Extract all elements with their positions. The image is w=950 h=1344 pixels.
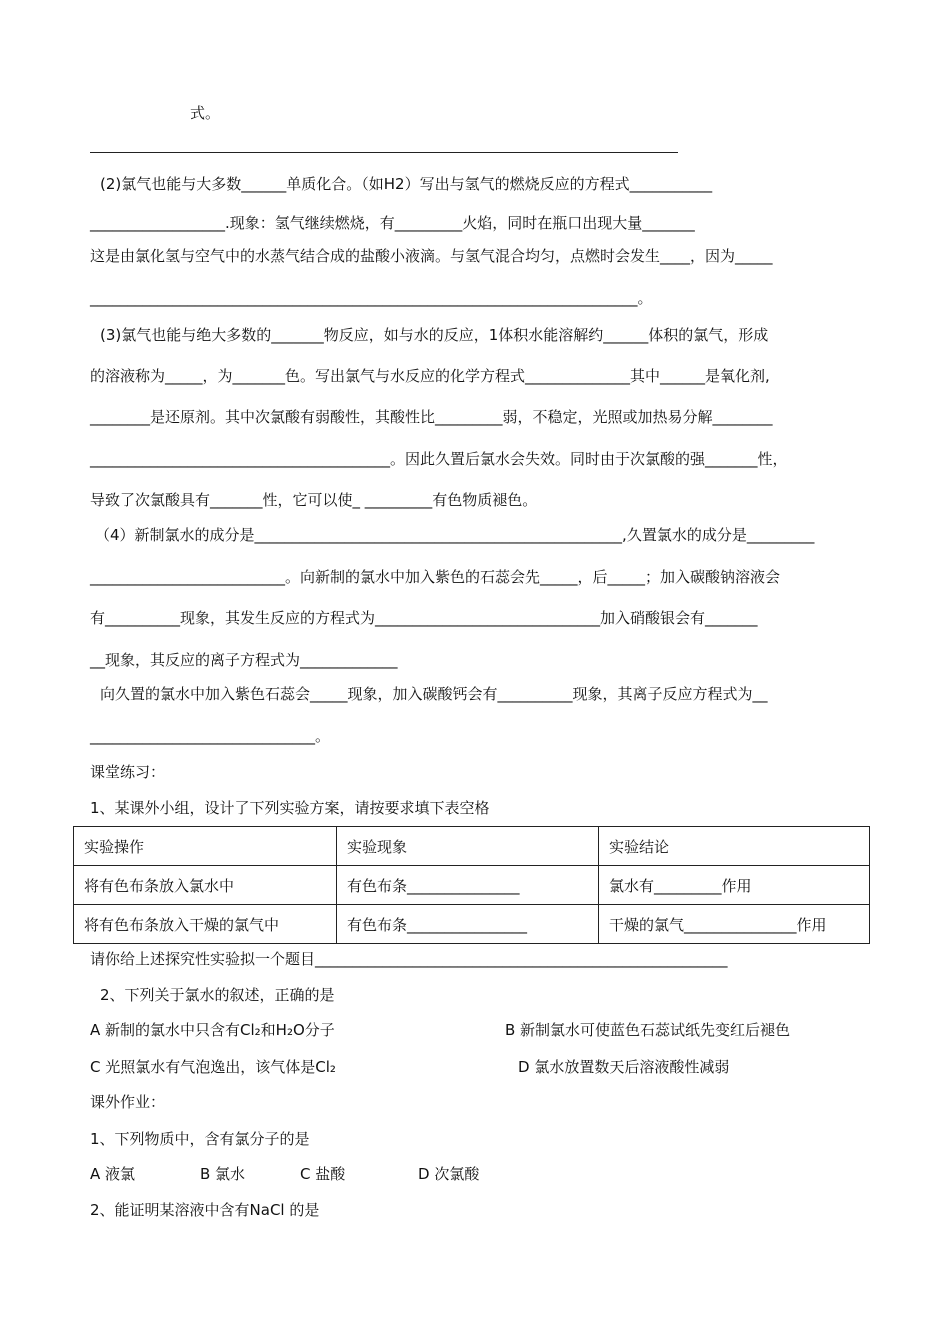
table-row <box>74 866 870 905</box>
option-a: A 新制的氯水中只含有Cl₂和H₂O分子 <box>90 1021 335 1039</box>
table-row <box>74 905 870 944</box>
text-line: _________________________________________________________________________。 <box>90 289 653 307</box>
table-cell: 氯水有_________作用 <box>599 866 870 905</box>
text-line: ________________________________________。因此久置后氯水会失效。同时由于次氯酸的强_______性， <box>90 450 788 468</box>
table-cell: 将有色布条放入氯水中 <box>74 866 337 905</box>
text-line: __________________.现象：氢气继续燃烧，有_________火焰，同时在瓶口出现大量_______ <box>90 214 695 232</box>
hw-option-c: C 盐酸 <box>300 1165 346 1183</box>
hw-option-a: A 液氯 <box>90 1165 136 1183</box>
text-line: 向久置的氯水中加入紫色石蕊会_____现象，加入碳酸钙会有__________现象，其离子反应方程式为__ <box>100 685 768 703</box>
homework-question-2: 2、能证明某溶液中含有NaCl 的是 <box>90 1201 320 1219</box>
text-line: 导致了次氯酸具有_______性，它可以使_ _________有色物质褪色。 <box>90 491 538 509</box>
question-1: 1、某课外小组，设计了下列实验方案，请按要求填下表空格 <box>90 799 490 817</box>
experiment-table <box>73 826 870 944</box>
text-line: ______________________________。 <box>90 727 331 745</box>
option-c: C 光照氯水有气泡逸出，该气体是Cl₂ <box>90 1058 336 1076</box>
text-line: 有__________现象，其发生反应的方程式为______________________________加入硝酸银会有_______ <box>90 609 758 627</box>
section-title-classwork: 课堂练习： <box>90 763 166 781</box>
text-line: (3)氯气也能与绝大多数的_______物反应，如与水的反应，1体积水能溶解约______体积的氯气，形成 <box>100 326 769 344</box>
text-line: 的溶液称为_____，为_______色。写出氯气与水反应的化学方程式______________其中______是氧化剂, <box>90 367 770 385</box>
text-line: 这是由氯化氢与空气中的水蒸气结合成的盐酸小液滴。与氢气混合均匀，点燃时会发生____，因为_____ <box>90 247 773 265</box>
section-title-homework: 课外作业： <box>90 1093 166 1111</box>
text-line: (2)氯气也能与大多数______单质化合。（如H2）写出与氢气的燃烧反应的方程式___________ <box>100 175 713 193</box>
table-header-cell: 实验结论 <box>599 827 870 866</box>
option-b: B 新制氯水可使蓝色石蕊试纸先变红后褪色 <box>505 1021 791 1039</box>
answer-rule <box>90 152 678 153</box>
text-line: （4）新制氯水的成分是_________________________________________________,久置氯水的成分是_________ <box>95 526 815 544</box>
option-d: D 氯水放置数天后溶液酸性减弱 <box>518 1058 730 1076</box>
table-cell: 有色布条________________ <box>337 905 599 944</box>
title-prompt: 请你给上述探究性实验拟一个题目_______________________________________________________ <box>90 950 728 968</box>
text-line: __现象，其反应的离子方程式为_____________ <box>90 651 398 669</box>
table-header-cell: 实验操作 <box>74 827 337 866</box>
question-2: 2、下列关于氯水的叙述，正确的是 <box>100 986 335 1004</box>
table-cell: 干燥的氯气_______________作用 <box>599 905 870 944</box>
hw-option-d: D 次氯酸 <box>418 1165 480 1183</box>
table-cell: 有色布条_______________ <box>337 866 599 905</box>
table-header-row <box>74 827 870 866</box>
text-line: 式。 <box>190 104 221 122</box>
table-cell: 将有色布条放入干燥的氯气中 <box>74 905 337 944</box>
hw-option-b: B 氯水 <box>200 1165 246 1183</box>
text-line: __________________________。向新制的氯水中加入紫色的石蕊会先_____，后_____；加入碳酸钠溶液会 <box>90 568 781 586</box>
table-header-cell: 实验现象 <box>337 827 599 866</box>
text-line: ________是还原剂。其中次氯酸有弱酸性，其酸性比_________弱，不稳定，光照或加热易分解________ <box>90 408 773 426</box>
homework-question-1: 1、下列物质中，含有氯分子的是 <box>90 1130 310 1148</box>
